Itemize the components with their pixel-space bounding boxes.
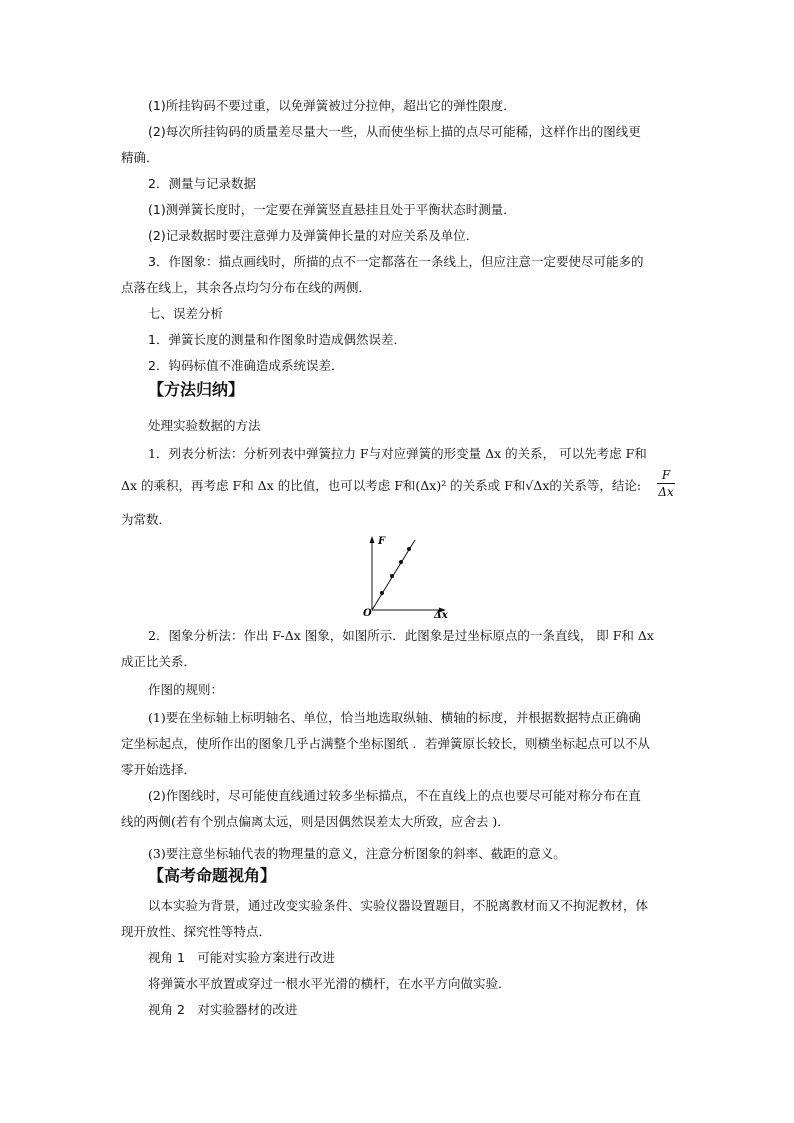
heading-method-summary: 【方法归纳】 [148, 380, 245, 399]
text-line: (2)作图线时，尽可能使直线通过较多坐标描点，不在直线上的点也要尽可能对称分布在直 [148, 788, 641, 803]
text-line: 将弹簧水平放置或穿过一根水平光滑的横杆，在水平方向做实验． [148, 976, 511, 991]
f-dx-graph [360, 532, 460, 618]
text-line: 2．图象分析法：作出 F-Δx 图象，如图所示．此图象是过坐标原点的一条直线， 即 F和 Δx [148, 628, 654, 643]
text-line: 定坐标起点，使所作出的图象几乎占满整个坐标图纸 ．若弹簧原长较长，则横坐标起点可以不从 [121, 736, 650, 751]
heading-exam-perspectives: 【高考命题视角】 [148, 866, 277, 885]
fraction-denominator: Δx [658, 485, 674, 499]
text-line: 零开始选择． [121, 762, 197, 777]
text-line: 以本实验为背景，通过改变实验条件、实验仪器设置题目，不脱离教材而又不拘泥教材，体 [148, 898, 649, 913]
text-line: 为常数． [121, 512, 172, 527]
x-axis-label: Δx [434, 610, 448, 618]
text-line: Δx 的乘积，再考虑 F和 Δx 的比值，也可以考虑 F和(Δx)² 的关系或 F和√Δx的关系等，结论: [121, 478, 642, 493]
text-line: 3．作图象：描点画线时，所描的点不一定都落在一条线上，但应注意一定要使尽可能多的 [148, 254, 644, 269]
section-title: 七、误差分析 [148, 306, 224, 321]
text-line: 线的两侧(若有个别点偏离太远，则是因偶然误差太大所致，应舍去 )． [121, 814, 510, 829]
fraction-bar [657, 483, 675, 484]
data-point [380, 591, 384, 595]
text-line: 点落在线上，其余各点均匀分布在线的两侧． [121, 280, 372, 295]
fraction-f-over-dx [657, 468, 675, 499]
text-line: (2)每次所挂钩码的质量差尽量大一些，从而使坐标上描的点尽可能稀，这样作出的图线更 [148, 124, 641, 139]
text-line: 2．钩码标值不准确造成系统误差． [148, 358, 344, 373]
text-line: 1．列表分析法：分析列表中弹簧拉力 F与对应弹簧的形变量 Δx 的关系， 可以先考虑 F和 [148, 446, 647, 461]
text-line: (1)要在坐标轴上标明轴名、单位，恰当地选取纵轴、横轴的标度，并根据数据特点正确确 [148, 710, 641, 725]
y-axis-label: F [378, 536, 386, 547]
data-point [399, 560, 403, 564]
text-line: 2．测量与记录数据 [148, 176, 256, 191]
text-line: 作图的规则： [148, 682, 224, 697]
text-line: (3)要注意坐标轴代表的物理量的意义，注意分析图象的斜率、截距的意义。 [148, 846, 566, 861]
text-line: 1．弹簧长度的测量和作图象时造成偶然误差． [148, 332, 406, 347]
text-line: 处理实验数据的方法 [148, 418, 261, 433]
text-line: 视角 2 对实验器材的改进 [148, 1002, 298, 1017]
text-line: (1)测弹簧长度时，一定要在弹簧竖直悬挂且处于平衡状态时测量． [148, 202, 516, 217]
origin-label: O [363, 608, 372, 618]
text-line: 现开放性、探究性等特点． [121, 924, 272, 939]
fraction-numerator: F [661, 468, 671, 482]
y-axis-arrow [370, 536, 375, 543]
data-point [407, 547, 411, 551]
text-line: 视角 1 可能对实验方案进行改进 [148, 950, 335, 965]
text-line: (1)所挂钩码不要过重，以免弹簧被过分拉伸，超出它的弹性限度． [148, 98, 516, 113]
text-line: 精确． [121, 150, 159, 165]
text-line: 成正比关系． [121, 654, 197, 669]
text-line: (2)记录数据时要注意弹力及弹簧伸长量的对应关系及单位． [148, 228, 479, 243]
data-point [390, 574, 394, 578]
